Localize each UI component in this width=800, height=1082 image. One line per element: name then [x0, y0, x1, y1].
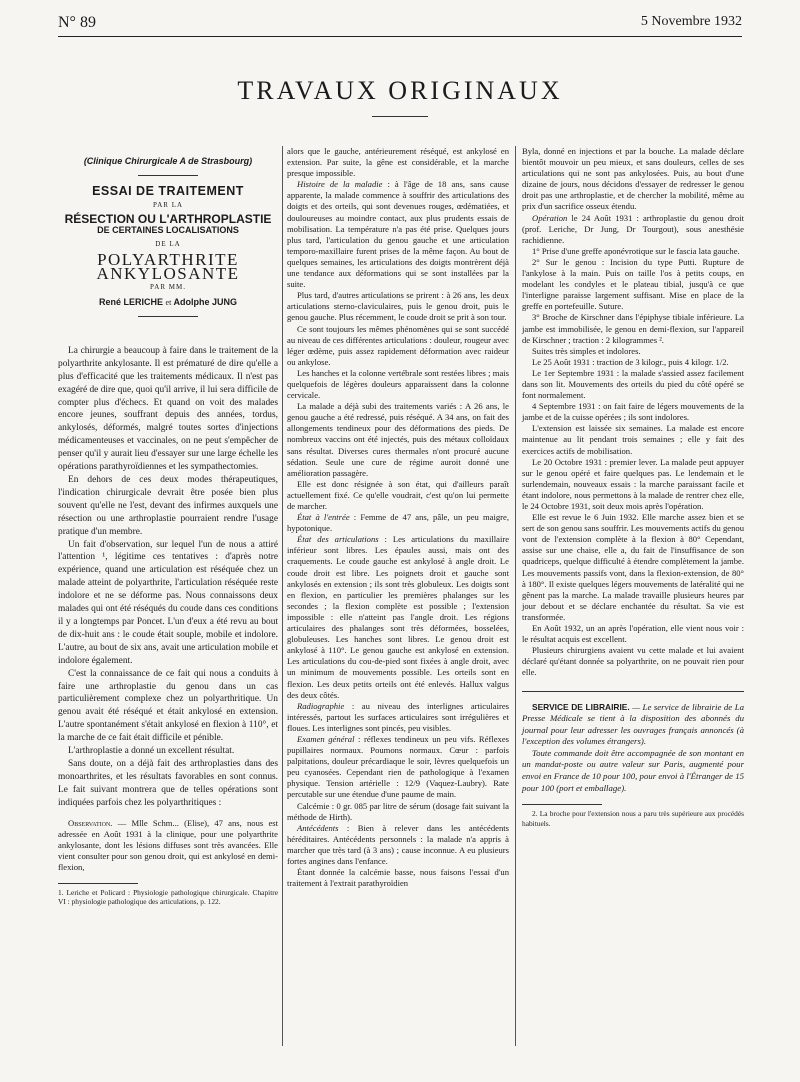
paragraph: L'extension est laissée six semaines. La malade est encore maintenue au lit pendant trois semaines ; elle y fait des exercices actifs de mobilisation. [522, 423, 744, 456]
author: Adolphe JUNG [173, 296, 237, 307]
paragraph [287, 734, 509, 801]
title-connector: DE LA [155, 240, 181, 249]
section-title: TRAVAUX ORIGINAUX [237, 76, 563, 105]
issue-date: 5 Novembre 1932 [640, 14, 742, 29]
column-divider [515, 146, 516, 1046]
paragraph: Elle est donc résignée à son état, qui d'ailleurs paraît actuellement fixé. Ce qu'elle voudrait, c'est qu'on lui permette de marcher. [287, 478, 509, 511]
paragraph: Étant donnée la calcémie basse, nous faisons l'essai d'un traitement à l'extrait parathyroïdien [287, 867, 509, 889]
paragraph-text: : réflexes tendineux un peu vifs. Réflexes pupillaires normaux. Poumons normaux. Cœur : parfois palpitations, douleur précardiaque le soir, lèvres quelquefois un peu cyanosées. Cependant rien de pathologique à l'examen physique. Tension artérielle : 12/9 (Vaquez-Laubry). Rate percutable sur une étendue d'une paume de main. [287, 733, 510, 800]
author-conjunction: et [165, 297, 172, 307]
paragraph [287, 534, 509, 700]
title-line: ESSAI DE TRAITEMENT [92, 184, 244, 199]
paragraph: Suites très simples et indolores. [532, 345, 641, 356]
paragraph: C'est la connaissance de ce fait qui nous a conduits à faire une arthroplastie du genou dans un cas particulièrement complexe chez un polyarthritique. Un genou avait été réséqué et était ankylosé en extension. L'autre spontanément s'était ankylosé en flexion à 110°, et la marche de ce fait était difficile et pénible. [58, 668, 278, 744]
paragraph: 1° Prise d'une greffe aponévrotique sur le fascia lata gauche. [532, 245, 740, 256]
paragraph-text: : Bien à relever dans les antécédents héréditaires. Antécédents personnels : la malade n'a appris à marcher que très tard (à 3 ans) ; cause inconnue. A eu plusieurs fortes angines dans l'enfance. [287, 822, 509, 866]
observation-text: — Mlle Schm... (Elise), 47 ans, nous est adressée en Août 1931 à la clinique, pour une polyarthrite ankylosante, dont les lésions diffuses sont très avancées. Elle vient consulter pour son genou droit, qui est ankylosé en demi-flexion, [58, 817, 278, 872]
page-number: N° 89 [58, 14, 96, 31]
paragraph: 3° Broche de Kirschner dans l'épiphyse tibiale inférieure. La jambe est immobilisée, le genou en demi-flexion, sur l'appareil de Kirschner ; traction : 2 kilogrammes ². [522, 312, 744, 345]
paragraph: La malade a déjà subi des traitements variés : A 26 ans, le genou gauche a été redressé, puis réséqué. A 34 ans, on fait des allongements tendineux pour des déformations des pieds. De nombreux vaccins ont été injectés, puis des métaux colloïdaux sans résultat. Diverses cures thermales n'ont procuré aucune sédation. Seule une cure de régime auroit donné une amélioration passagère. [287, 401, 509, 478]
author: René LERICHE [99, 296, 164, 307]
paragraph: En Août 1932, un an après l'opération, elle vient nous voir : le résultat acquis est excellent. [522, 623, 744, 645]
paragraph: Les hanches et la colonne vertébrale sont restées libres ; mais quelquefois de légères douleurs apparaissent dans la colonne cervicale. [287, 367, 509, 401]
paragraph-text: : Les articulations du maxillaire inférieur sont libres. Les épaules aussi, mais ont des craquements. Le coude gauche est ankylosé à angle droit. Le coude droit est libre. Les poignets droit et gauche sont ankylosés en extension ; ils sont très globuleux. Les doigts sont en flexion, en particulier les premières phalanges sur les secondes ; la flexion complète est possible ; l'extension impossible : elle n'atteint pas l'angle droit. Les régions articulaires des phalanges sont très déformées, bosselées, globuleuses. Les hanches sont libres. Le genou droit est ankylosé à 110°. Le genou gauche est ankylosé en extension. Les articulations du cou-de-pied sont fixées à angle droit, avec un minimum de mouvements possible. Les orteils sont en flexion. Les deux petits orteils ont été enlevés. Hallux valgus des deux côtés. [287, 534, 510, 700]
paragraph: Plus tard, d'autres articulations se prirent : à 26 ans, les deux articulations sterno-claviculaires, puis le genou droit, puis le genou gauche. Plus récemment, le coude droit se prit à son tour. [287, 290, 509, 323]
column-2 [287, 146, 509, 889]
paragraph [287, 701, 509, 734]
paragraph: 2° Sur le genou : Incision du type Putti. Rupture de l'ankylose à la main. Puis on taille l'os à petits coups, en modelant les condyles et le plateau tibial, jusqu'à ce que l'interligne paraisse largement suffisant. Mise en place de la greffe en portefeuille. Suture. [522, 256, 744, 312]
paragraph: 4 Septembre 1931 : on fait faire de légers mouvements de la jambe et de la cuisse opérées ; ils sont indolores. [522, 401, 744, 423]
column-1 [58, 146, 278, 906]
bookshop-paragraph: Toute commande doit être accompagnée de son montant en un mandat-poste ou autre valeur sur Paris, augmenté pour envoi en France de 10 pour 100, pour envoi à l'Étranger de 15 pour 100 (port et emballage). [522, 747, 744, 793]
paragraph: En dehors de ces deux modes thérapeutiques, l'indication chirurgicale devrait être posée bien plus souvent qu'elle ne l'est, devant des infirmes auxquels une résection ou une arthroplastie pourraient rendre l'usage pratique d'un membre. [58, 475, 278, 537]
paragraph-text: : à l'âge de 18 ans, sans cause apparente, la malade commence à souffrir des articulations des doigts et des orteils, qui sont devenues rouges, œdématiées, et douloureuses au moindre contact, aux plus prudents essais de mobilisation. La température n'a pas été prise. Quelques jours plus tard, l'articulation du genou gauche et une articulation temporo-maxillaire furent prises de la même façon. Au bout de quelques semaines, les articulations des doigts montrèrent déjà une tendance aux déformations qui se sont installées par la suite. [287, 179, 509, 290]
column-divider [282, 146, 283, 1046]
paragraph-text: : au niveau des interlignes articulaires intéressés, partout les surfaces articulaires sont irrégulières et floues. Les interlignes sont pincés, peu visibles. [287, 700, 509, 733]
title-line: POLYARTHRITE [97, 249, 239, 269]
paragraph: Byla, donné en injections et par la bouche. La malade déclare bientôt mouvoir un peu mieux, et sans douleurs, celles de ses articulations qui ne sont pas ankylosées. Puis, au bout d'une dizaine de jours, nous décidons d'essayer de redresser le genou droit pas une arthroplastie, et de chercher la mobilité, même au prix d'un sacrifice osseux étendu. [522, 146, 744, 212]
paragraph: Le 1er Septembre 1931 : la malade s'assied assez facilement dans son lit. Mouvements des orteils du pied du côté opéré se font normalement. [522, 367, 744, 401]
paragraph [287, 179, 509, 290]
paragraph: Sans doute, on a déjà fait des arthroplasties dans des monoarthrites, et les résultats favorables en sont connus. Le fait suivant montrera que de telles opérations sont indiquées parfois chez les polyarthritiques : [58, 758, 278, 808]
footnote-rule [58, 883, 138, 884]
footnote-rule [522, 804, 602, 805]
paragraph: Un fait d'observation, sur lequel l'un de nous a attiré l'attention ¹, légitime ces tentatives : d'après notre expérience, quand une articulation est réséquée chez un malade atteint de polyarthrite, l'articulation réséquée reste indolore et ne se déforme pas. Nous connaissons deux malades qui ont été réséqués du coude dans ces conditions il y a longtemps par Poncet. L'un d'eux a été revu au bout de dix-huit ans : le coude était souple, mobile et indolore. L'autre, au bout de six ans, avait une articulation mobile et indolore également. [58, 539, 278, 666]
bookshop-text: — Le service de librairie de La Presse Médicale se tient à la disposition des abonnés du journal pour leur adresser les ouvrages français annoncés (à l'exception des volumes étrangers). [522, 701, 744, 747]
bookshop-notice [522, 691, 744, 795]
paragraph: alors que le gauche, antérieurement réséqué, est ankylosé en extension. Par suite, la gêne est considérable, et la marche presque impossible. [287, 146, 509, 179]
paragraph-label: État des articulations [297, 534, 379, 545]
paragraph-text: le 24 Août 1931 : arthroplastie du genou droit (prof. Leriche, Dr Jung, Dr Tourgout), sous anesthésie rachidienne. [522, 212, 744, 245]
paragraph [522, 213, 744, 246]
paragraph: Elle est revue le 6 Juin 1932. Elle marche assez bien et se sert de son genou sans souffrir. Les mouvements actifs du genou vont de l'extension complète à la flexion à 80° Cependant, assise sur une chaise, elle a, du fait de l'insuffisance de son quadriceps, quelque difficulté à étendre complètement la jambe. Les mouvements passifs vont, dans la flexion-extension, de 80° à 180°. Il existe quelques légers mouvements de latéralité qui ne gênent pas la marche. La malade travaille plusieurs heures par jour debout et se déclare enchantée du résultat. Sa vie est transformée. [522, 512, 744, 622]
title-line: RÉSECTION OU L'ARTHROPLASTIE [64, 212, 272, 227]
paragraph: La chirurgie a beaucoup à faire dans le traitement de la polyarthrite ankylosante. Il est prématuré de dire qu'elle a plus d'efficacité que les traitements médicaux. Il n'est pas exagéré de dire que, quoi qu'il arrive, il lui sera difficile de compter plus d'échecs. Et quand on voit des malades encore jeunes, souffrant depuis des années, tordus, ankylosés, déformés, malgré toutes sortes d'injections médicamenteuses et vaccinales, on ne peut s'empêcher de penser qu'il y aurait lieu d'essayer sur une large échelle les opérations parathyroïdiennes et les sympathectomies. [58, 345, 278, 473]
paragraph [287, 823, 509, 867]
paragraph: Le 20 Octobre 1931 : premier lever. La malade peut appuyer sur le genou opéré et faire quelques pas. Le lendemain et le surlendemain, nouveaux essais : la marche paraissant facile et étant indolore, nous permettons à la malade de rentrer chez elle, le 24 Octobre 1931, soit deux mois après l'opération. [522, 456, 744, 511]
paragraph-label: Antécédents [297, 822, 339, 833]
observation-label: Observation. [68, 817, 113, 828]
footnote: 2. La broche pour l'extension nous a paru très supérieure aux procédés habituels. [522, 809, 744, 828]
paragraph-label: Examen général [297, 733, 355, 744]
paragraph: Le 25 Août 1931 : traction de 3 kilogr., puis 4 kilogr. 1/2. [532, 356, 729, 367]
short-rule [138, 175, 198, 176]
title-connector: PAR MM. [150, 282, 186, 291]
paragraph: Ce sont toujours les mêmes phénomènes qui se sont succédé au niveau de ces différentes articulations : douleur, rougeur avec léger œdème, puis assez rapidement déformation avec raideur ou ankylose. [287, 323, 509, 367]
authors [58, 297, 278, 308]
paragraph [287, 512, 509, 534]
short-rule [138, 316, 198, 317]
title-rule [372, 116, 428, 117]
title-connector: PAR LA [152, 201, 184, 210]
clinic-name: (Clinique Chirurgicale A de Strasbourg) [83, 156, 253, 166]
paragraph-text: : Femme de 47 ans, pâle, un peu maigre, hypotonique. [287, 512, 509, 534]
footnote: 1. Leriche et Policard : Physiologie pathologique chirurgicale. Chapitre VI : physiologie pathologique des articulations, p. 122. [58, 887, 278, 906]
paragraph: Plusieurs chirurgiens avaient vu cette malade et lui avaient déclaré qu'étant donnée sa polyarthrite, on ne pouvait rien pour elle. [522, 645, 744, 678]
paragraph: Calcémie : 0 gr. 085 par litre de sérum (dosage fait suivant la méthode de Hirth). [287, 800, 509, 822]
header-rule [58, 36, 742, 37]
paragraph-label: Radiographie [297, 700, 345, 711]
paragraph-label: État à l'entrée [297, 512, 350, 523]
column-3 [522, 146, 744, 828]
bookshop-paragraph [522, 702, 744, 748]
paragraph: L'arthroplastie a donné un excellent résultat. [68, 746, 235, 757]
title-line: DE CERTAINES LOCALISATIONS [97, 225, 239, 236]
observation [58, 818, 278, 873]
paragraph-label: Histoire de la maladie [297, 179, 383, 190]
page-header [58, 14, 742, 40]
title-line: ANKYLOSANTE [96, 263, 240, 283]
paragraph-label: Opération [532, 212, 568, 223]
article-title [58, 186, 278, 293]
bookshop-title: SERVICE DE LIBRAIRIE. [532, 701, 630, 712]
